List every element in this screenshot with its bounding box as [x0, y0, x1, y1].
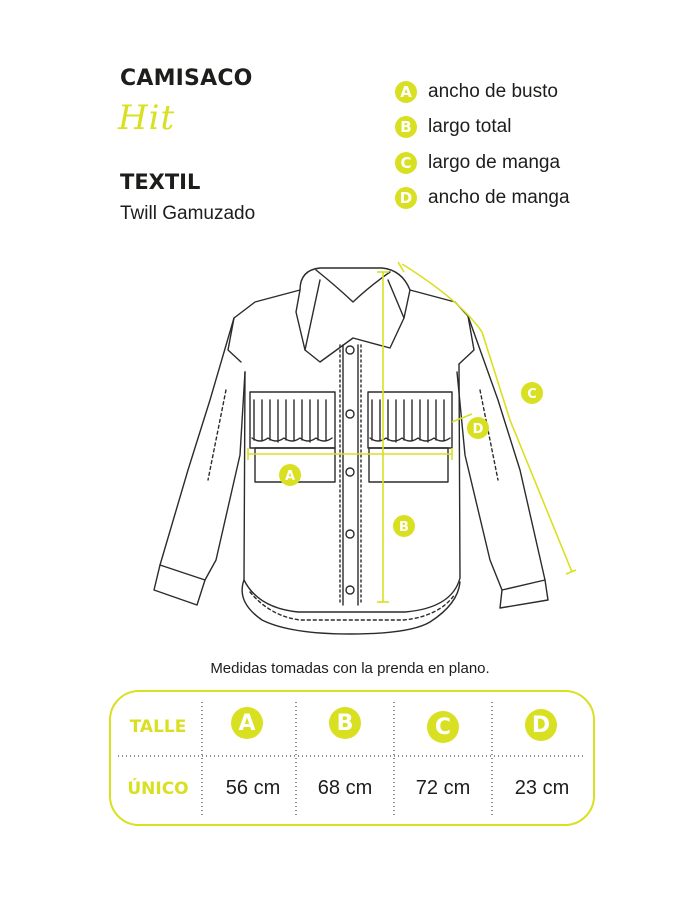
measurement-note: Medidas tomadas con la prenda en plano. [210, 660, 490, 677]
table-cell-a: 56 cm [225, 777, 281, 799]
table-header-label: TALLE [129, 717, 187, 737]
legend-label-d: ancho de manga [428, 187, 570, 208]
column-badge-b: B [329, 707, 361, 739]
legend-label-c: largo de manga [428, 152, 561, 173]
column-badge-d: D [525, 709, 557, 741]
diagram-marker-b-label: B [399, 520, 409, 535]
column-badge-a: A [231, 707, 263, 739]
diagram-marker-c-label: C [527, 387, 537, 402]
product-script-subtitle: Hit [118, 98, 176, 138]
legend-label-a: ancho de busto [428, 81, 558, 102]
diagram-marker-a-label: A [284, 469, 296, 484]
table-cell-d: 23 cm [514, 777, 570, 799]
legend-badge-c: C [395, 152, 417, 174]
table-cell-b: 68 cm [317, 777, 373, 799]
legend-badge-a: A [395, 81, 417, 103]
section-label: TEXTIL [120, 170, 201, 194]
legend-label-b: largo total [428, 116, 512, 137]
product-title: CAMISACO [120, 66, 253, 91]
column-badge-c: C [427, 711, 459, 743]
diagram-marker-d-label: D [472, 422, 484, 437]
legend-badge-b: B [395, 116, 417, 138]
table-cell-c: 72 cm [415, 777, 471, 799]
fabric-name: Twill Gamuzado [120, 203, 256, 224]
legend-badge-d: D [395, 187, 417, 209]
table-row-label: ÚNICO [127, 779, 189, 799]
